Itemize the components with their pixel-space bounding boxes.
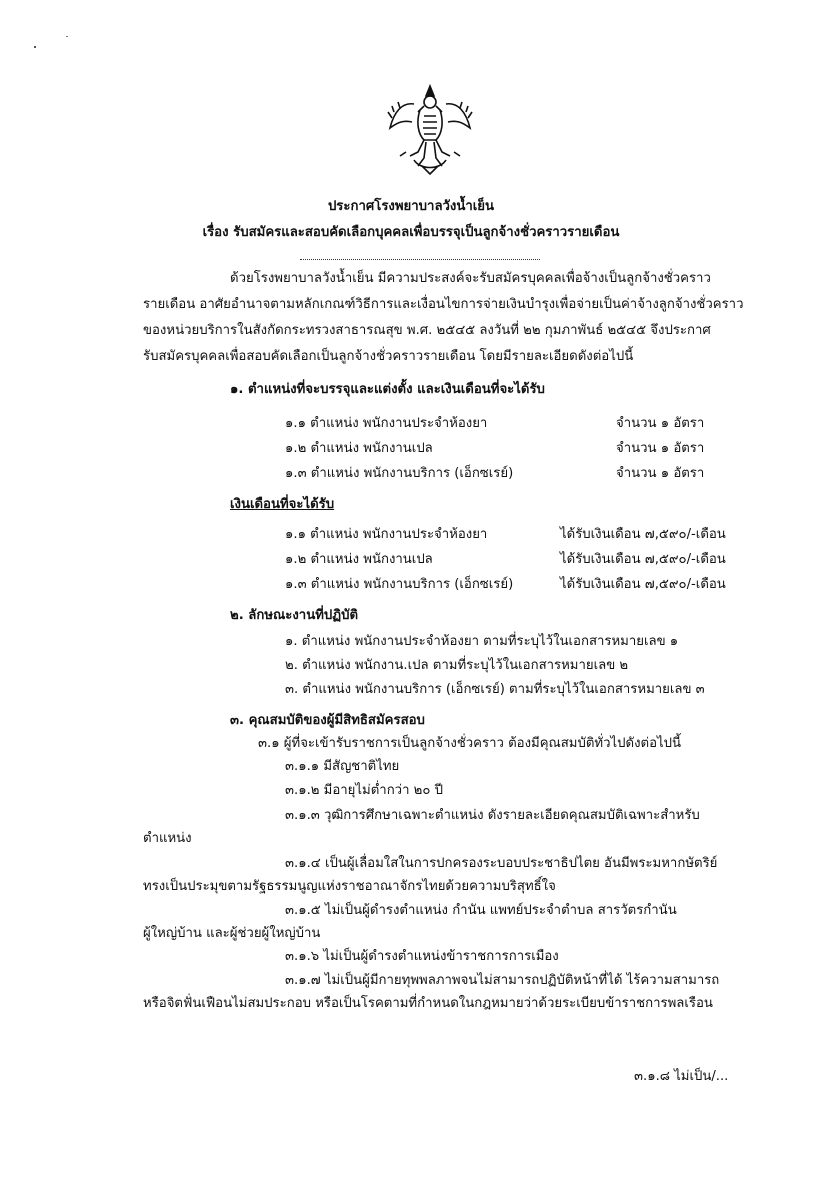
salary-amount: ได้รับเงินเดือน ๗,๕๙๐/-เดือน: [560, 527, 726, 542]
salary-amount: ได้รับเงินเดือน ๗,๕๙๐/-เดือน: [560, 577, 726, 592]
qualification-item-cont: ทรงเป็นประมุขตามรัฐธรรมนูญแห่งราชอาณาจักรไทยด้วยความบริสุทธิ์ใจ: [143, 879, 556, 894]
page-title: ประกาศโรงพยาบาลวังน้ำเย็น: [327, 199, 495, 214]
garuda-emblem-icon: [384, 82, 476, 176]
salary-label: ๑.๒ ตำแหน่ง พนักงานเปล: [285, 552, 433, 567]
document-subject: เรื่อง รับสมัครและสอบคัดเลือกบุคคลเพื่อบรรจุเป็นลูกจ้างชั่วคราวรายเดือน: [202, 225, 620, 240]
section-3-heading: ๓. คุณสมบัติของผู้มีสิทธิสมัครสอบ: [230, 713, 425, 728]
qualification-item-cont: ตำแหน่ง: [143, 831, 192, 846]
qualification-item: ๓.๑.๗ ไม่เป็นผู้มีกายทุพพลภาพจนไม่สามารถปฏิบัติหน้าที่ได้ ไร้ความสามารถ: [285, 973, 720, 988]
scan-speck: [66, 36, 68, 37]
salary-amount: ได้รับเงินเดือน ๗,๕๙๐/-เดือน: [560, 552, 726, 567]
position-count: จำนวน ๑ อัตรา: [616, 441, 705, 456]
duty-item: ๓. ตำแหน่ง พนักงานบริการ (เอ็กซเรย์) ตามที่ระบุไว้ในเอกสารหมายเลข ๓: [285, 682, 705, 697]
salary-label: ๑.๓ ตำแหน่ง พนักงานบริการ (เอ็กซเรย์): [285, 577, 514, 592]
position-label: ๑.๒ ตำแหน่ง พนักงานเปล: [285, 441, 433, 456]
position-count: จำนวน ๑ อัตรา: [616, 416, 705, 431]
scan-speck: [34, 46, 36, 48]
qualification-item: ๓.๑.๑ มีสัญชาติไทย: [285, 759, 400, 774]
qualification-item: ๓.๑.๓ วุฒิการศึกษาเฉพาะตำแหน่ง ดังรายละเอียดคุณสมบัติเฉพาะสำหรับ: [285, 808, 700, 823]
position-count: จำนวน ๑ อัตรา: [616, 466, 705, 481]
section-1-heading: ๑. ตำแหน่งที่จะบรรจุและแต่งตั้ง และเงินเดือนที่จะได้รับ: [230, 382, 545, 397]
qualification-item: ๓.๑.๔ เป็นผู้เลื่อมใสในการปกครองระบอบประชาธิปไตย อันมีพระมหากษัตริย์: [285, 856, 718, 871]
qualification-item-cont: ผู้ใหญ่บ้าน และผู้ช่วยผู้ใหญ่บ้าน: [143, 926, 321, 941]
qualification-item-cont: หรือจิตฟั่นเฟือนไม่สมประกอบ หรือเป็นโรคตามที่กำหนดในกฎหมายว่าด้วยระเบียบข้าราชการพลเรือน: [143, 996, 713, 1011]
intro-line: ด้วยโรงพยาบาลวังน้ำเย็น มีความประสงค์จะรับสมัครบุคคลเพื่อจ้างเป็นลูกจ้างชั่วคราว: [230, 271, 711, 286]
intro-line: รับสมัครบุคคลเพื่อสอบคัดเลือกเป็นลูกจ้างชั่วคราวรายเดือน โดยมีรายละเอียดดังต่อไปนี้: [143, 349, 634, 364]
divider: [300, 259, 540, 260]
page-continuation: ๓.๑.๘ ไม่เป็น/...: [634, 1069, 729, 1084]
qualification-item: ๓.๑.๕ ไม่เป็นผู้ดำรงตำแหน่ง กำนัน แพทย์ประจำตำบล สารวัตรกำนัน: [285, 903, 677, 918]
duty-item: ๒. ตำแหน่ง พนักงาน.เปล ตามที่ระบุไว้ในเอกสารหมายเลข ๒: [285, 658, 629, 673]
intro-line: ของหน่วยบริการในสังกัดกระทรวงสาธารณสุข พ.ศ. ๒๕๔๕ ลงวันที่ ๒๒ กุมภาพันธ์ ๒๕๔๕ จึงประกาศ: [143, 323, 711, 338]
qualification-subheading: ๓.๑ ผู้ที่จะเข้ารับราชการเป็นลูกจ้างชั่วคราว ต้องมีคุณสมบัติทั่วไปดังต่อไปนี้: [258, 736, 682, 751]
salary-heading: เงินเดือนที่จะได้รับ: [230, 497, 335, 512]
position-label: ๑.๓ ตำแหน่ง พนักงานบริการ (เอ็กซเรย์): [285, 466, 514, 481]
salary-label: ๑.๑ ตำแหน่ง พนักงานประจำห้องยา: [285, 527, 488, 542]
qualification-item: ๓.๑.๒ มีอายุไม่ต่ำกว่า ๒๐ ปี: [285, 783, 443, 798]
duty-item: ๑. ตำแหน่ง พนักงานประจำห้องยา ตามที่ระบุไว้ในเอกสารหมายเลข ๑: [285, 634, 679, 649]
qualification-item: ๓.๑.๖ ไม่เป็นผู้ดำรงตำแหน่งข้าราชการการเมือง: [285, 949, 559, 964]
intro-line: รายเดือน อาศัยอำนาจตามหลักเกณฑ์วิธีการและเงื่อนไขการจ่ายเงินบำรุงเพื่อจ่ายเป็นค่าจ้างลูกจ้างชั่วคราว: [143, 297, 744, 312]
section-2-heading: ๒. ลักษณะงานที่ปฏิบัติ: [230, 608, 359, 623]
position-label: ๑.๑ ตำแหน่ง พนักงานประจำห้องยา: [285, 416, 488, 431]
